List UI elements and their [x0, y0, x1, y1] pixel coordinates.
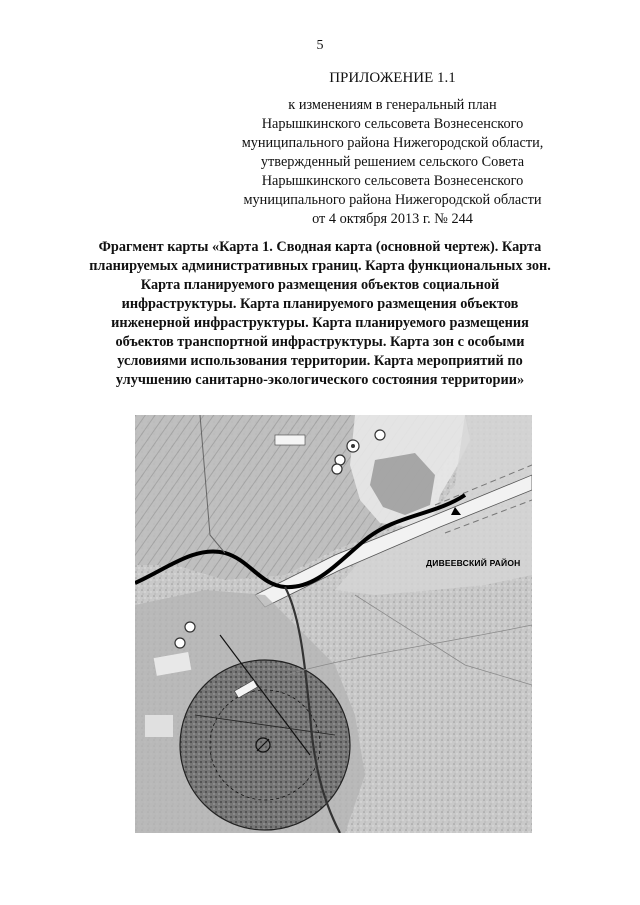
district-label: ДИВЕЕВСКИЙ РАЙОН	[426, 558, 521, 568]
appendix-line: утвержденный решением сельского Совета	[260, 154, 525, 170]
appendix-line: к изменениям в генеральный план	[288, 97, 497, 113]
appendix-line: Нарышкинского сельсовета Вознесенского	[261, 173, 524, 189]
title-line: Карта планируемого размещения объектов социальной	[140, 277, 500, 293]
title-line: улучшению санитарно-экологического состояния территории»	[115, 372, 525, 388]
title-line: Фрагмент карты «Карта 1. Сводная карта (основной чертеж). Карта	[98, 239, 542, 255]
map-fragment	[135, 415, 532, 833]
title-line: объектов транспортной инфраструктуры. Карта зон с особыми	[115, 334, 525, 350]
appendix-caption	[240, 96, 545, 229]
title-line: планируемых административных границ. Карта функциональных зон.	[89, 258, 551, 274]
protection-zone-fill	[180, 660, 350, 830]
appendix-title: ПРИЛОЖЕНИЕ 1.1	[329, 70, 456, 86]
appendix-line: муниципального района Нижегородской области,	[241, 135, 544, 151]
appendix-line: муниципального района Нижегородской области	[243, 192, 542, 208]
title-line: инженерной инфраструктуры. Карта планируемого размещения	[111, 315, 529, 331]
appendix-line: от 4 октября 2013 г. № 244	[312, 211, 473, 227]
title-line: инфраструктуры. Карта планируемого размещения объектов	[121, 296, 519, 312]
page-number: 5	[316, 38, 324, 53]
map-fragment-title	[60, 238, 580, 390]
appendix-line: Нарышкинского сельсовета Вознесенского	[261, 116, 524, 132]
title-line: условиями использования территории. Карта мероприятий по	[117, 353, 523, 369]
